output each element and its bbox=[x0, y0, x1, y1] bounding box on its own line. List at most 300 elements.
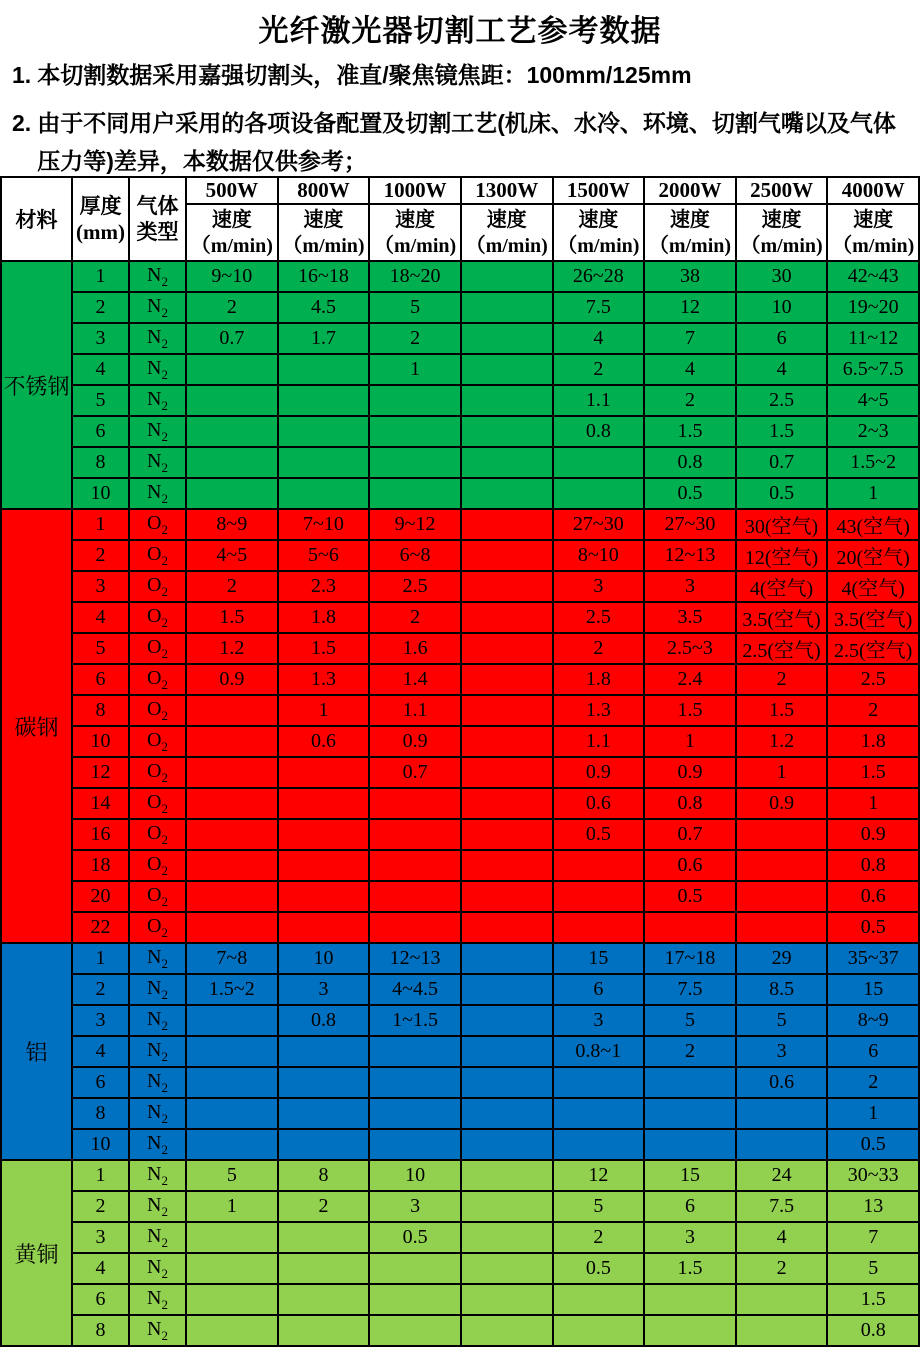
speed-value-cell: 26~28 bbox=[553, 261, 645, 292]
speed-value-cell: 0.8 bbox=[644, 788, 736, 819]
speed-value-cell: 1 bbox=[827, 478, 919, 509]
gas-cell: $N_2$ bbox=[129, 261, 186, 292]
speed-value-cell: 1.5~2 bbox=[827, 447, 919, 478]
speed-value-cell: 5 bbox=[369, 292, 461, 323]
cutting-process-table bbox=[0, 176, 920, 1347]
speed-value-cell: 2 bbox=[553, 354, 645, 385]
speed-value-cell bbox=[186, 447, 278, 478]
speed-value-cell: 1.3 bbox=[278, 664, 370, 695]
speed-value-cell: 30~33 bbox=[827, 1160, 919, 1191]
speed-value-cell: 2 bbox=[553, 1222, 645, 1253]
speed-value-cell bbox=[278, 416, 370, 447]
gas-cell: $N_2$ bbox=[129, 354, 186, 385]
speed-value-cell: 1.1 bbox=[369, 695, 461, 726]
thickness-cell: 2 bbox=[72, 1191, 129, 1222]
speed-value-cell: 1.5 bbox=[644, 416, 736, 447]
speed-value-cell: 2.5 bbox=[827, 664, 919, 695]
speed-value-cell bbox=[461, 540, 553, 571]
speed-value-cell: 0.9 bbox=[369, 726, 461, 757]
thickness-cell: 8 bbox=[72, 1098, 129, 1129]
speed-value-cell bbox=[461, 850, 553, 881]
speed-value-cell bbox=[369, 385, 461, 416]
speed-value-cell: 1 bbox=[644, 726, 736, 757]
speed-value-cell: 2 bbox=[186, 571, 278, 602]
thickness-cell: 18 bbox=[72, 850, 129, 881]
header-speed: 速度 （m/min) bbox=[644, 204, 736, 261]
gas-cell: $N_2$ bbox=[129, 943, 186, 974]
speed-value-cell: 2 bbox=[827, 695, 919, 726]
thickness-cell: 1 bbox=[72, 509, 129, 540]
speed-value-cell: 12~13 bbox=[644, 540, 736, 571]
speed-value-cell bbox=[186, 881, 278, 912]
speed-value-cell: 1.7 bbox=[278, 323, 370, 354]
table-row bbox=[1, 1315, 919, 1346]
speed-value-cell bbox=[186, 385, 278, 416]
table-row bbox=[1, 1160, 919, 1191]
gas-cell: $O_2$ bbox=[129, 819, 186, 850]
thickness-cell: 14 bbox=[72, 788, 129, 819]
speed-value-cell bbox=[186, 1005, 278, 1036]
table-row bbox=[1, 1005, 919, 1036]
speed-value-cell: 4 bbox=[553, 323, 645, 354]
speed-value-cell: 16~18 bbox=[278, 261, 370, 292]
speed-value-cell: 1.5 bbox=[736, 416, 828, 447]
speed-value-cell bbox=[369, 1067, 461, 1098]
gas-cell: $O_2$ bbox=[129, 788, 186, 819]
speed-value-cell: 0.6 bbox=[644, 850, 736, 881]
table-row bbox=[1, 788, 919, 819]
thickness-cell: 6 bbox=[72, 1067, 129, 1098]
gas-cell: $O_2$ bbox=[129, 850, 186, 881]
material-cell: 不锈钢 bbox=[1, 261, 72, 509]
speed-value-cell: 4 bbox=[736, 1222, 828, 1253]
speed-value-cell: 7~8 bbox=[186, 943, 278, 974]
gas-cell: $N_2$ bbox=[129, 1067, 186, 1098]
speed-value-cell: 24 bbox=[736, 1160, 828, 1191]
table-row bbox=[1, 1284, 919, 1315]
speed-value-cell: 0.9 bbox=[644, 757, 736, 788]
speed-value-cell bbox=[186, 478, 278, 509]
speed-value-cell bbox=[461, 664, 553, 695]
speed-value-cell bbox=[278, 881, 370, 912]
speed-value-cell bbox=[278, 1067, 370, 1098]
speed-value-cell: 3 bbox=[644, 571, 736, 602]
header-speed: 速度 （m/min) bbox=[278, 204, 370, 261]
gas-cell: $O_2$ bbox=[129, 602, 186, 633]
speed-value-cell bbox=[644, 1129, 736, 1160]
speed-value-cell: 17~18 bbox=[644, 943, 736, 974]
table-row bbox=[1, 664, 919, 695]
thickness-cell: 3 bbox=[72, 1005, 129, 1036]
speed-value-cell bbox=[644, 912, 736, 943]
header-speed: 速度 （m/min) bbox=[553, 204, 645, 261]
thickness-cell: 22 bbox=[72, 912, 129, 943]
speed-value-cell: 4 bbox=[644, 354, 736, 385]
speed-value-cell bbox=[736, 819, 828, 850]
header-power-1000w: 1000W bbox=[369, 177, 461, 204]
table-row bbox=[1, 850, 919, 881]
speed-value-cell: 0.8 bbox=[827, 850, 919, 881]
thickness-cell: 5 bbox=[72, 385, 129, 416]
speed-value-cell: 0.7 bbox=[736, 447, 828, 478]
speed-value-cell: 2 bbox=[186, 292, 278, 323]
speed-value-cell: 0.5 bbox=[644, 478, 736, 509]
speed-value-cell: 6 bbox=[736, 323, 828, 354]
speed-value-cell bbox=[186, 1098, 278, 1129]
speed-value-cell bbox=[278, 1284, 370, 1315]
header-speed: 速度 （m/min) bbox=[186, 204, 278, 261]
thickness-cell: 1 bbox=[72, 261, 129, 292]
thickness-cell: 8 bbox=[72, 695, 129, 726]
speed-value-cell: 0.6 bbox=[553, 788, 645, 819]
speed-value-cell bbox=[553, 478, 645, 509]
thickness-cell: 5 bbox=[72, 633, 129, 664]
table-row bbox=[1, 1253, 919, 1284]
speed-value-cell bbox=[278, 354, 370, 385]
gas-cell: $N_2$ bbox=[129, 447, 186, 478]
speed-value-cell: 1.5 bbox=[736, 695, 828, 726]
speed-value-cell: 7 bbox=[644, 323, 736, 354]
speed-value-cell: 4~4.5 bbox=[369, 974, 461, 1005]
speed-value-cell bbox=[461, 1284, 553, 1315]
speed-value-cell: 0.5 bbox=[827, 1129, 919, 1160]
speed-value-cell: 1.5 bbox=[827, 757, 919, 788]
speed-value-cell: 0.5 bbox=[736, 478, 828, 509]
speed-value-cell: 0.7 bbox=[186, 323, 278, 354]
speed-value-cell: 9~12 bbox=[369, 509, 461, 540]
speed-value-cell: 0.8 bbox=[278, 1005, 370, 1036]
speed-value-cell bbox=[553, 1284, 645, 1315]
speed-value-cell bbox=[278, 447, 370, 478]
speed-value-cell: 0.9 bbox=[186, 664, 278, 695]
speed-value-cell bbox=[461, 323, 553, 354]
table-row bbox=[1, 695, 919, 726]
speed-value-cell: 12 bbox=[553, 1160, 645, 1191]
speed-value-cell: 5 bbox=[644, 1005, 736, 1036]
table-row bbox=[1, 943, 919, 974]
speed-value-cell: 0.8 bbox=[827, 1315, 919, 1346]
speed-value-cell bbox=[553, 1067, 645, 1098]
header-gas-type: 气体 类型 bbox=[129, 177, 186, 261]
gas-cell: $N_2$ bbox=[129, 1005, 186, 1036]
speed-value-cell: 0.7 bbox=[369, 757, 461, 788]
speed-value-cell: 8.5 bbox=[736, 974, 828, 1005]
gas-cell: $N_2$ bbox=[129, 1160, 186, 1191]
speed-value-cell: 30 bbox=[736, 261, 828, 292]
speed-value-cell: 0.6 bbox=[736, 1067, 828, 1098]
speed-value-cell bbox=[369, 850, 461, 881]
speed-value-cell: 2.5 bbox=[369, 571, 461, 602]
speed-value-cell bbox=[369, 1036, 461, 1067]
speed-value-cell bbox=[369, 912, 461, 943]
speed-value-cell: 2 bbox=[736, 664, 828, 695]
table-row bbox=[1, 1098, 919, 1129]
speed-value-cell: 1.5 bbox=[278, 633, 370, 664]
thickness-cell: 2 bbox=[72, 292, 129, 323]
thickness-cell: 6 bbox=[72, 664, 129, 695]
speed-value-cell bbox=[461, 757, 553, 788]
speed-value-cell bbox=[369, 1253, 461, 1284]
speed-value-cell bbox=[736, 881, 828, 912]
gas-cell: $N_2$ bbox=[129, 478, 186, 509]
speed-value-cell bbox=[278, 912, 370, 943]
gas-cell: $N_2$ bbox=[129, 1315, 186, 1346]
table-body bbox=[1, 261, 919, 1346]
speed-value-cell bbox=[278, 385, 370, 416]
table-row bbox=[1, 757, 919, 788]
speed-value-cell: 0.5 bbox=[644, 881, 736, 912]
speed-value-cell: 3.5(空气) bbox=[827, 602, 919, 633]
speed-value-cell bbox=[461, 447, 553, 478]
gas-cell: $O_2$ bbox=[129, 695, 186, 726]
table-row bbox=[1, 292, 919, 323]
speed-value-cell bbox=[278, 1129, 370, 1160]
note-2-text: 由于不同用户采用的各项设备配置及切割工艺(机床、水冷、环境、切割气嘴以及气体压力等)差异，本数据仅供参考； bbox=[37, 110, 896, 174]
thickness-cell: 8 bbox=[72, 1315, 129, 1346]
speed-value-cell bbox=[369, 447, 461, 478]
gas-cell: $O_2$ bbox=[129, 726, 186, 757]
speed-value-cell bbox=[553, 447, 645, 478]
table-row bbox=[1, 1222, 919, 1253]
header-power-2000w: 2000W bbox=[644, 177, 736, 204]
speed-value-cell: 2.5(空气) bbox=[736, 633, 828, 664]
speed-value-cell: 2.5 bbox=[736, 385, 828, 416]
table-row bbox=[1, 881, 919, 912]
speed-value-cell bbox=[278, 1315, 370, 1346]
thickness-cell: 3 bbox=[72, 323, 129, 354]
speed-value-cell bbox=[369, 788, 461, 819]
speed-value-cell: 5 bbox=[553, 1191, 645, 1222]
speed-value-cell: 8~10 bbox=[553, 540, 645, 571]
speed-value-cell bbox=[278, 1036, 370, 1067]
speed-value-cell: 2 bbox=[553, 633, 645, 664]
speed-value-cell: 3.5(空气) bbox=[736, 602, 828, 633]
header-power-4000w: 4000W bbox=[827, 177, 919, 204]
gas-cell: $O_2$ bbox=[129, 912, 186, 943]
speed-value-cell bbox=[461, 354, 553, 385]
speed-value-cell: 3 bbox=[553, 1005, 645, 1036]
speed-value-cell: 2.3 bbox=[278, 571, 370, 602]
thickness-cell: 10 bbox=[72, 1129, 129, 1160]
gas-cell: $N_2$ bbox=[129, 1191, 186, 1222]
speed-value-cell: 2.5(空气) bbox=[827, 633, 919, 664]
speed-value-cell: 1.6 bbox=[369, 633, 461, 664]
speed-value-cell: 1.5 bbox=[644, 695, 736, 726]
speed-value-cell: 0.6 bbox=[827, 881, 919, 912]
speed-value-cell bbox=[186, 354, 278, 385]
speed-value-cell bbox=[461, 1067, 553, 1098]
speed-value-cell: 8~9 bbox=[186, 509, 278, 540]
speed-value-cell: 15 bbox=[827, 974, 919, 1005]
speed-value-cell: 12(空气) bbox=[736, 540, 828, 571]
thickness-cell: 12 bbox=[72, 757, 129, 788]
speed-value-cell: 1 bbox=[827, 788, 919, 819]
thickness-cell: 3 bbox=[72, 1222, 129, 1253]
speed-value-cell: 1.8 bbox=[827, 726, 919, 757]
speed-value-cell: 7.5 bbox=[736, 1191, 828, 1222]
table-row bbox=[1, 633, 919, 664]
speed-value-cell bbox=[644, 1284, 736, 1315]
header-material: 材料 bbox=[1, 177, 72, 261]
speed-value-cell: 7.5 bbox=[644, 974, 736, 1005]
speed-value-cell: 4.5 bbox=[278, 292, 370, 323]
speed-value-cell bbox=[278, 850, 370, 881]
speed-value-cell bbox=[369, 1315, 461, 1346]
speed-value-cell bbox=[644, 1098, 736, 1129]
table-row bbox=[1, 819, 919, 850]
speed-value-cell: 1.1 bbox=[553, 726, 645, 757]
speed-value-cell: 1 bbox=[736, 757, 828, 788]
speed-value-cell bbox=[278, 1222, 370, 1253]
speed-value-cell bbox=[736, 1315, 828, 1346]
speed-value-cell: 2 bbox=[644, 1036, 736, 1067]
table-row bbox=[1, 509, 919, 540]
speed-value-cell: 0.5 bbox=[553, 819, 645, 850]
speed-value-cell: 2.4 bbox=[644, 664, 736, 695]
speed-value-cell: 6 bbox=[553, 974, 645, 1005]
speed-value-cell bbox=[461, 1005, 553, 1036]
table-row bbox=[1, 1036, 919, 1067]
speed-value-cell bbox=[461, 726, 553, 757]
table-row bbox=[1, 1191, 919, 1222]
speed-value-cell bbox=[461, 478, 553, 509]
speed-value-cell bbox=[278, 1098, 370, 1129]
thickness-cell: 2 bbox=[72, 540, 129, 571]
speed-value-cell: 6 bbox=[644, 1191, 736, 1222]
gas-cell: $N_2$ bbox=[129, 1098, 186, 1129]
speed-value-cell: 1 bbox=[369, 354, 461, 385]
speed-value-cell bbox=[461, 788, 553, 819]
header-speed: 速度 （m/min) bbox=[369, 204, 461, 261]
table-row bbox=[1, 323, 919, 354]
speed-value-cell bbox=[461, 974, 553, 1005]
speed-value-cell bbox=[278, 788, 370, 819]
speed-value-cell bbox=[461, 571, 553, 602]
gas-cell: $N_2$ bbox=[129, 1129, 186, 1160]
gas-cell: $O_2$ bbox=[129, 757, 186, 788]
thickness-cell: 10 bbox=[72, 726, 129, 757]
gas-cell: $N_2$ bbox=[129, 1253, 186, 1284]
thickness-cell: 6 bbox=[72, 416, 129, 447]
speed-value-cell: 4~5 bbox=[186, 540, 278, 571]
thickness-cell: 1 bbox=[72, 943, 129, 974]
speed-value-cell: 42~43 bbox=[827, 261, 919, 292]
table-row bbox=[1, 602, 919, 633]
table-row bbox=[1, 385, 919, 416]
speed-value-cell: 1 bbox=[278, 695, 370, 726]
thickness-cell: 20 bbox=[72, 881, 129, 912]
gas-cell: $O_2$ bbox=[129, 571, 186, 602]
speed-value-cell bbox=[644, 1315, 736, 1346]
material-cell: 铝 bbox=[1, 943, 72, 1160]
speed-value-cell bbox=[461, 261, 553, 292]
speed-value-cell: 7~10 bbox=[278, 509, 370, 540]
gas-cell: $N_2$ bbox=[129, 416, 186, 447]
speed-value-cell bbox=[369, 1284, 461, 1315]
speed-value-cell: 5 bbox=[827, 1253, 919, 1284]
page-title: 光纤激光器切割工艺参考数据 bbox=[258, 15, 662, 48]
thickness-cell: 4 bbox=[72, 1036, 129, 1067]
speed-value-cell: 9~10 bbox=[186, 261, 278, 292]
speed-value-cell bbox=[369, 819, 461, 850]
speed-value-cell: 1 bbox=[186, 1191, 278, 1222]
speed-value-cell bbox=[278, 1253, 370, 1284]
speed-value-cell: 0.8 bbox=[644, 447, 736, 478]
speed-value-cell: 10 bbox=[369, 1160, 461, 1191]
speed-value-cell bbox=[553, 1098, 645, 1129]
speed-value-cell: 7 bbox=[827, 1222, 919, 1253]
gas-cell: $O_2$ bbox=[129, 881, 186, 912]
thickness-cell: 10 bbox=[72, 478, 129, 509]
material-cell: 碳钢 bbox=[1, 509, 72, 943]
speed-value-cell bbox=[736, 1284, 828, 1315]
speed-value-cell: 2 bbox=[369, 323, 461, 354]
speed-value-cell: 7.5 bbox=[553, 292, 645, 323]
thickness-cell: 1 bbox=[72, 1160, 129, 1191]
speed-value-cell: 30(空气) bbox=[736, 509, 828, 540]
gas-cell: $O_2$ bbox=[129, 633, 186, 664]
thickness-cell: 4 bbox=[72, 1253, 129, 1284]
speed-value-cell: 2 bbox=[644, 385, 736, 416]
thickness-cell: 3 bbox=[72, 571, 129, 602]
speed-value-cell: 10 bbox=[278, 943, 370, 974]
header-speed: 速度 （m/min) bbox=[827, 204, 919, 261]
header-speed: 速度 （m/min) bbox=[461, 204, 553, 261]
speed-value-cell bbox=[186, 1129, 278, 1160]
speed-value-cell bbox=[186, 695, 278, 726]
speed-value-cell bbox=[278, 757, 370, 788]
speed-value-cell: 3 bbox=[736, 1036, 828, 1067]
speed-value-cell bbox=[186, 912, 278, 943]
speed-value-cell bbox=[369, 881, 461, 912]
speed-value-cell bbox=[461, 509, 553, 540]
speed-value-cell bbox=[736, 1129, 828, 1160]
speed-value-cell bbox=[186, 819, 278, 850]
material-cell: 黄铜 bbox=[1, 1160, 72, 1346]
thickness-cell: 4 bbox=[72, 354, 129, 385]
speed-value-cell: 5 bbox=[186, 1160, 278, 1191]
header-power-2500w: 2500W bbox=[736, 177, 828, 204]
speed-value-cell: 1.1 bbox=[553, 385, 645, 416]
speed-value-cell bbox=[186, 726, 278, 757]
gas-cell: $N_2$ bbox=[129, 1284, 186, 1315]
speed-value-cell: 1.5~2 bbox=[186, 974, 278, 1005]
speed-value-cell: 3 bbox=[369, 1191, 461, 1222]
speed-value-cell: 4~5 bbox=[827, 385, 919, 416]
speed-value-cell: 2 bbox=[736, 1253, 828, 1284]
speed-value-cell bbox=[461, 416, 553, 447]
table-row bbox=[1, 540, 919, 571]
speed-value-cell: 1.4 bbox=[369, 664, 461, 695]
speed-value-cell: 4(空气) bbox=[736, 571, 828, 602]
table-row bbox=[1, 416, 919, 447]
note-1-text: 本切割数据采用嘉强切割头，准直/聚焦镜焦距：100mm/125mm bbox=[37, 62, 692, 88]
speed-value-cell bbox=[461, 943, 553, 974]
note-2-number: 2. bbox=[12, 110, 32, 136]
gas-cell: $N_2$ bbox=[129, 385, 186, 416]
speed-value-cell: 1~1.5 bbox=[369, 1005, 461, 1036]
speed-value-cell bbox=[369, 416, 461, 447]
gas-cell: $N_2$ bbox=[129, 1036, 186, 1067]
header-power-800w: 800W bbox=[278, 177, 370, 204]
speed-value-cell: 4 bbox=[736, 354, 828, 385]
speed-value-cell: 29 bbox=[736, 943, 828, 974]
table-row bbox=[1, 1067, 919, 1098]
table-row bbox=[1, 571, 919, 602]
speed-value-cell: 3.5 bbox=[644, 602, 736, 633]
speed-value-cell: 0.6 bbox=[278, 726, 370, 757]
speed-value-cell bbox=[461, 292, 553, 323]
